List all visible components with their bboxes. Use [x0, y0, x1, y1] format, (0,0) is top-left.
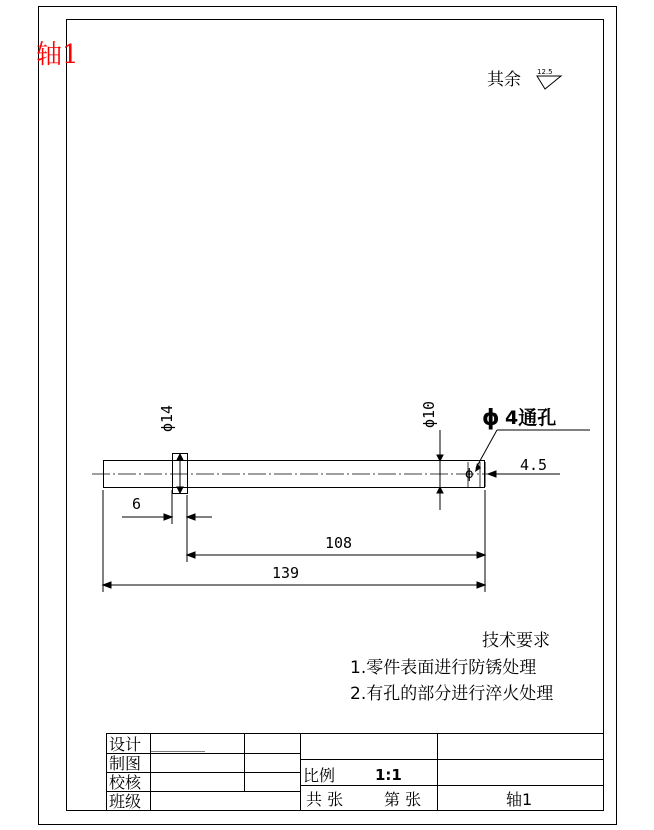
hole-leader [476, 430, 497, 468]
tb-label-check: 校核 [109, 773, 142, 792]
arrow-left-icon-3 [187, 552, 195, 558]
roughness-note [487, 68, 561, 90]
part-label: 轴1 [36, 40, 79, 70]
tb-label-design: 设计 [109, 735, 142, 754]
tb-sheets-total: 共 张 [306, 790, 344, 809]
arrow-right-icon-2 [477, 552, 485, 558]
tb-sheet-no: 第 张 [384, 790, 422, 809]
hole-phi-symbol: ϕ [482, 406, 500, 431]
roughness-prefix: 其余 [487, 70, 521, 90]
roughness-value: 12.5 [537, 68, 553, 76]
tech-req-title: 技术要求 [482, 631, 550, 651]
tb-label-draw: 制图 [109, 754, 142, 773]
roughness-symbol-icon [537, 76, 561, 89]
dim-108-text: 108 [325, 534, 353, 552]
technical-requirements [350, 631, 553, 704]
arrow-down-icon [177, 487, 183, 493]
arrow-left-icon [488, 471, 496, 477]
dim-dia10-text: ϕ10 [420, 400, 438, 428]
small-phi: ϕ [465, 467, 474, 482]
arrow-left-icon-2 [187, 514, 195, 520]
dim-dia10 [437, 430, 443, 510]
arrow-right-icon-3 [477, 582, 485, 588]
tech-req-item-1: 1.零件表面进行防锈处理 [350, 658, 537, 678]
arrow-left-icon-4 [103, 582, 111, 588]
tb-part-name: 轴1 [506, 790, 533, 809]
arrow-right-icon [164, 514, 172, 520]
hole-spec: 4通孔 [505, 407, 557, 429]
dim-dia14 [177, 453, 183, 494]
dim-dia14-text: ϕ14 [158, 404, 176, 432]
tb-scale-label: 比例 [303, 766, 336, 785]
arrow-up-icon [177, 454, 183, 460]
dim-139-text: 139 [272, 564, 300, 582]
tb-label-class: 班级 [109, 792, 142, 811]
dim-6-text: 6 [132, 495, 142, 513]
dim-4-5-text: 4.5 [520, 456, 548, 474]
tech-req-item-2: 2.有孔的部分进行淬火处理 [350, 684, 554, 704]
tb-scale-value: 1:1 [375, 766, 402, 784]
